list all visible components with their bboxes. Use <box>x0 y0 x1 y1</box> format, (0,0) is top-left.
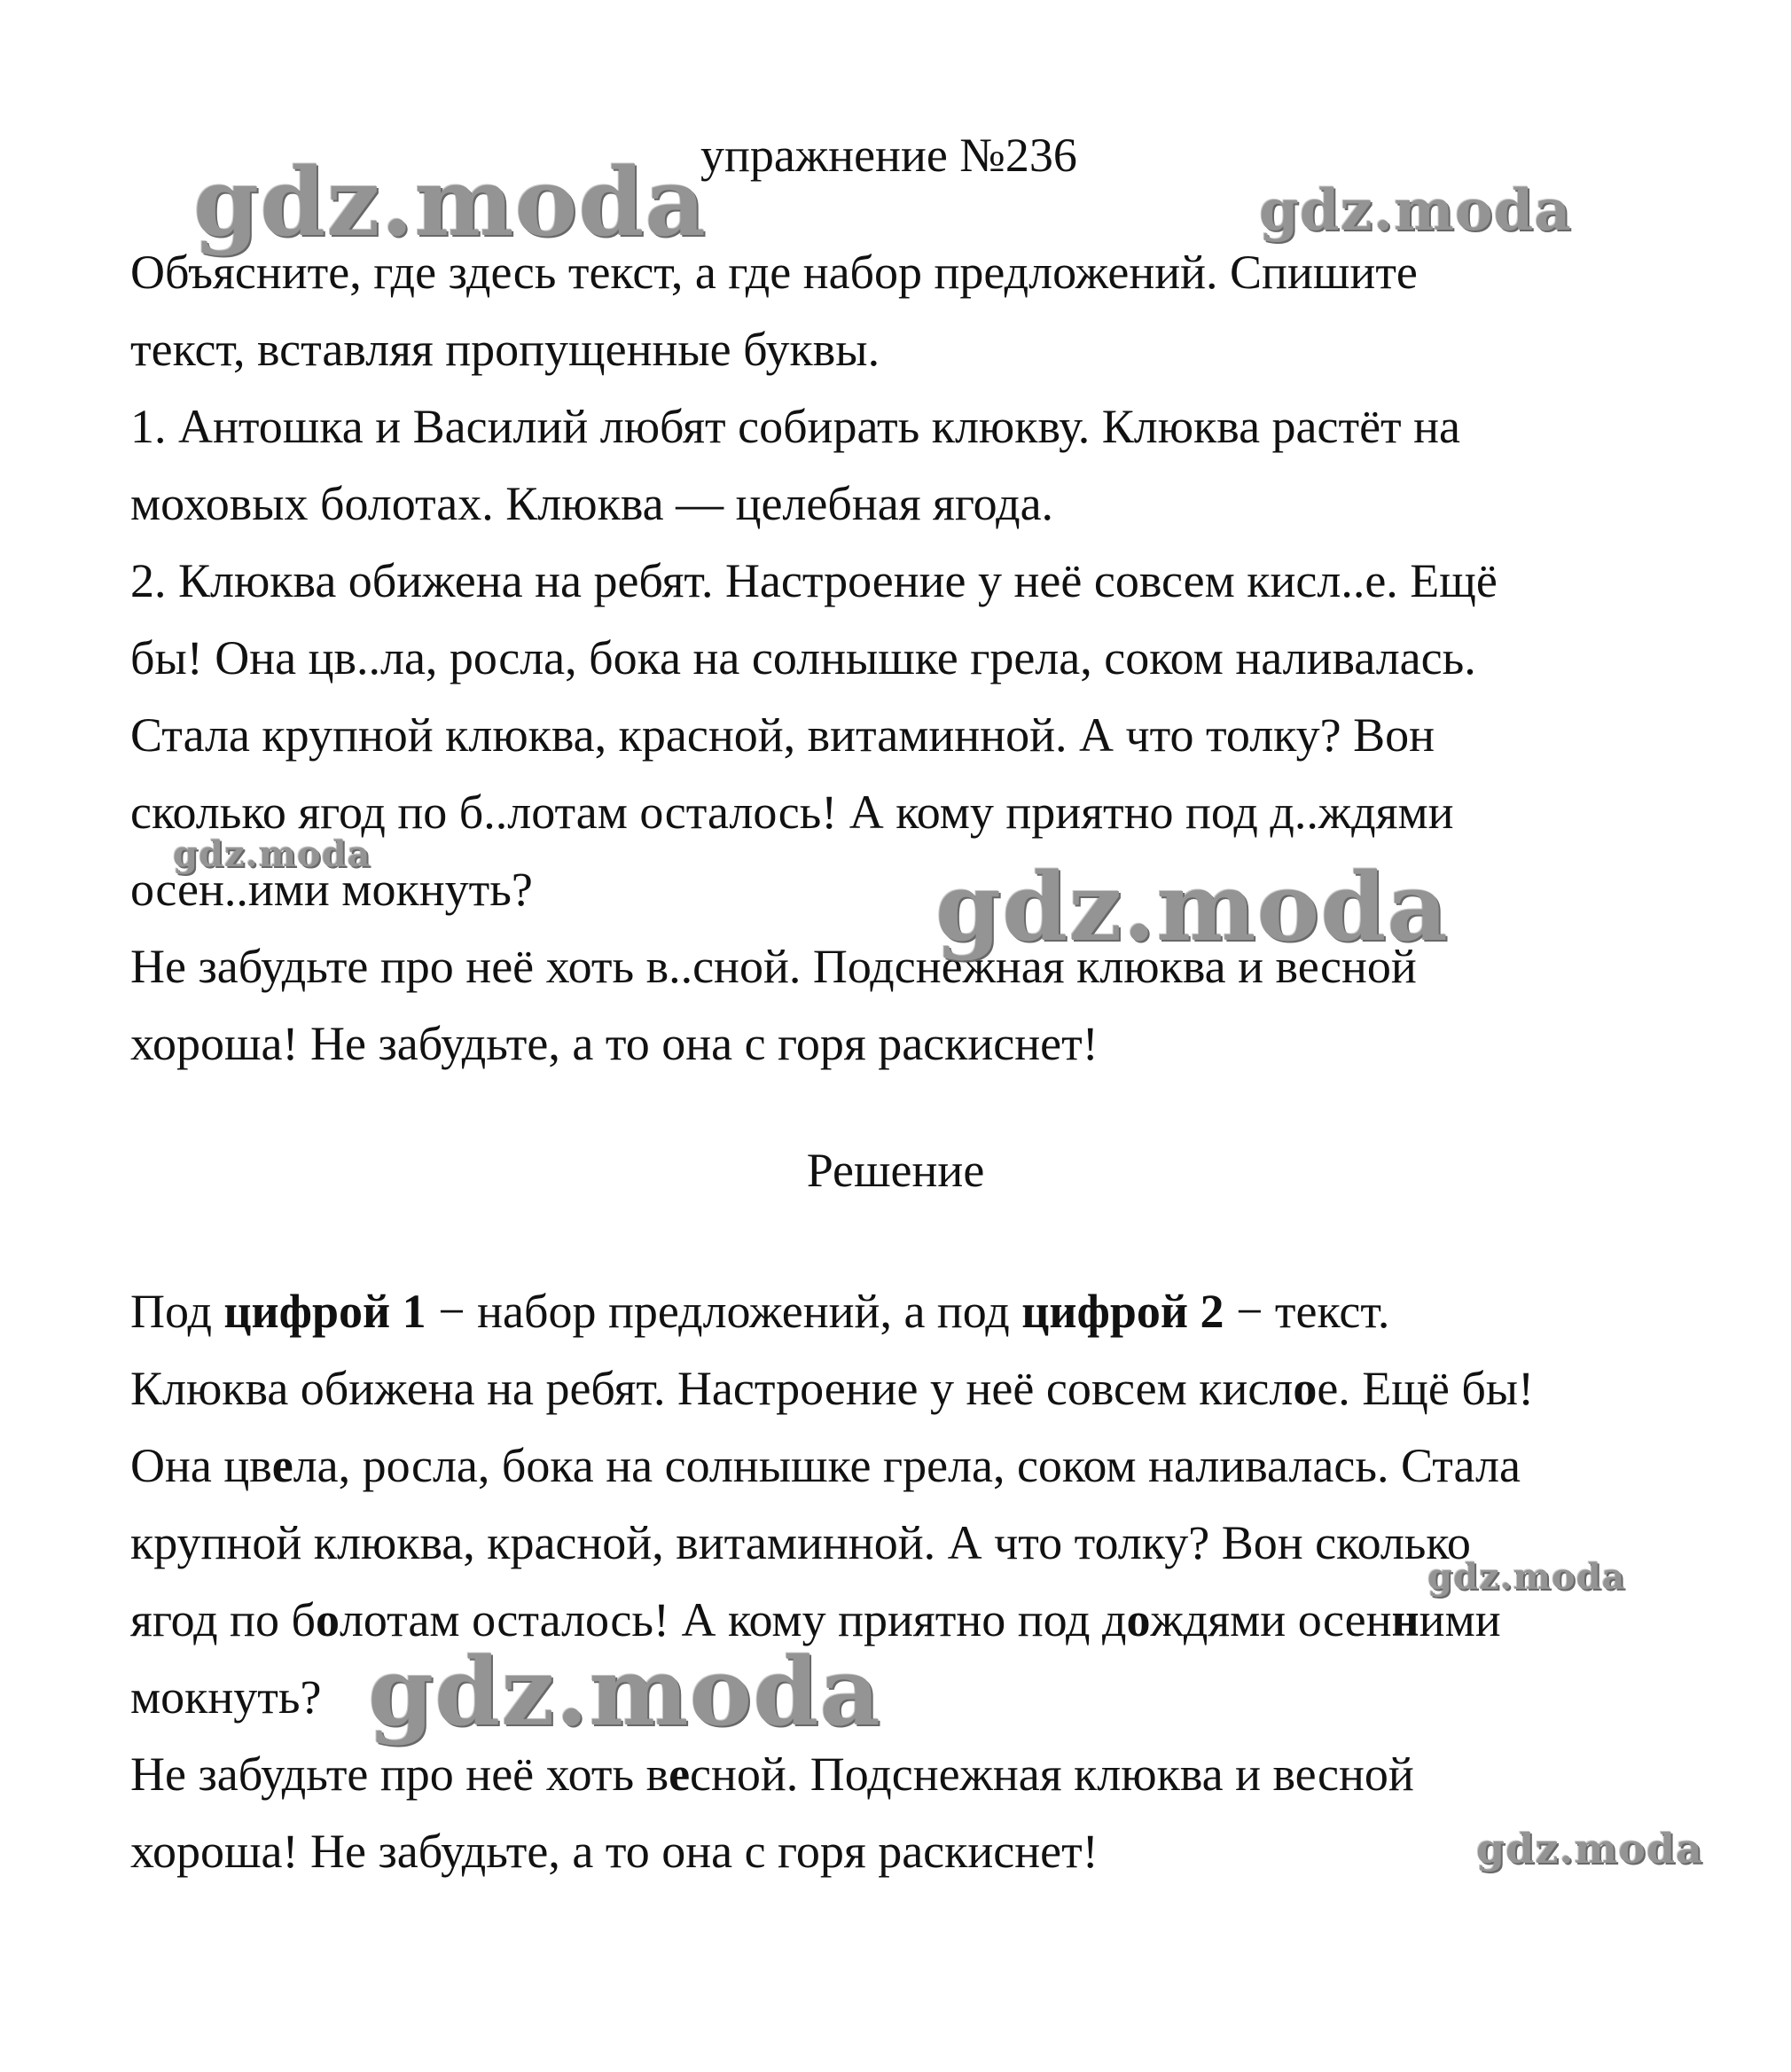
task-line: текст, вставляя пропущенные буквы. <box>130 323 880 376</box>
inserted-letter: е <box>271 1439 293 1492</box>
solution-text-part: ждями осен <box>1150 1593 1392 1646</box>
task-line: осен..ими мокнуть? <box>130 863 533 916</box>
task-line: бы! Она цв..ла, росла, бока на солнышке грела, соком наливалась. <box>130 631 1476 684</box>
watermark-logo: gdz.moda <box>193 146 707 257</box>
solution-text-part: мокнуть? <box>130 1670 322 1724</box>
task-line: 2. Клюква обижена на ребят. Настроение у неё совсем кисл..е. Ещё <box>130 554 1498 607</box>
answer-text: − текст. <box>1224 1285 1390 1338</box>
solution-line <box>130 1427 1534 1505</box>
solution-text-part: Она цв <box>130 1439 272 1492</box>
solution-text-part: Не забудьте про неё хоть в <box>130 1748 669 1801</box>
task-line: моховых болотах. Клюква — целебная ягода. <box>130 477 1054 530</box>
watermark-logo: gdz.moda <box>935 851 1449 962</box>
solution-line <box>130 1350 1534 1427</box>
answer-bold: цифрой 2 <box>1021 1285 1224 1338</box>
task-line: Стала крупной клюква, красной, витаминной. А что толку? Вон <box>130 708 1435 762</box>
watermark-logo: gdz.moda <box>1476 1825 1703 1873</box>
solution-line <box>130 1505 1534 1582</box>
solution-line <box>130 1736 1534 1813</box>
inserted-letter: о <box>1126 1593 1151 1646</box>
solution-heading: Решение <box>806 1144 985 1197</box>
solution-text-part: ла, росла, бока на солнышке грела, соком наливалась. Стала <box>293 1439 1521 1492</box>
answer-text: Под <box>130 1285 224 1338</box>
inserted-letter: о <box>315 1593 340 1646</box>
task-line: сколько ягод по б..лотам осталось! А кому приятно под д..ждями <box>130 786 1454 839</box>
inserted-letter: о <box>1293 1362 1318 1415</box>
solution-text-part: лотам осталось! А кому приятно под д <box>339 1593 1127 1646</box>
solution-text <box>130 1273 1534 1890</box>
solution-text-part: крупной клюква, красной, витаминной. А что толку? Вон сколько <box>130 1516 1471 1569</box>
answer-bold: цифрой 1 <box>223 1285 426 1338</box>
solution-text-part: ягод по б <box>130 1593 316 1646</box>
inserted-letter: е <box>669 1748 691 1801</box>
exercise-title: упражнение №236 <box>700 129 1077 182</box>
solution-text-part: е. Ещё бы! <box>1317 1362 1535 1415</box>
solution-text-part: Клюква обижена на ребят. Настроение у неё совсем кисл <box>130 1362 1294 1415</box>
watermark-logo: gdz.moda <box>368 1636 881 1747</box>
solution-text-part: хороша! Не забудьте, а то она с горя раскиснет! <box>130 1825 1099 1878</box>
answer-line <box>130 1273 1534 1350</box>
task-line: Не забудьте про неё хоть в..сной. Подснежная клюква и весной <box>130 940 1417 993</box>
solution-text-part: ими <box>1419 1593 1501 1646</box>
watermark-logo: gdz.moda <box>1259 177 1572 244</box>
task-line: 1. Антошка и Василий любят собирать клюкву. Клюква растёт на <box>130 400 1461 453</box>
watermark-logo: gdz.moda <box>173 833 371 875</box>
answer-text: − набор предложений, а под <box>426 1285 1022 1338</box>
task-line: Объясните, где здесь текст, а где набор предложений. Спишите <box>130 246 1418 299</box>
task-line: хороша! Не забудьте, а то она с горя раскиснет! <box>130 1017 1099 1070</box>
solution-line <box>130 1813 1534 1890</box>
solution-text-part: сной. Подснежная клюква и весной <box>690 1748 1414 1801</box>
inserted-letter: н <box>1391 1593 1420 1646</box>
watermark-logo: gdz.moda <box>1427 1556 1626 1598</box>
